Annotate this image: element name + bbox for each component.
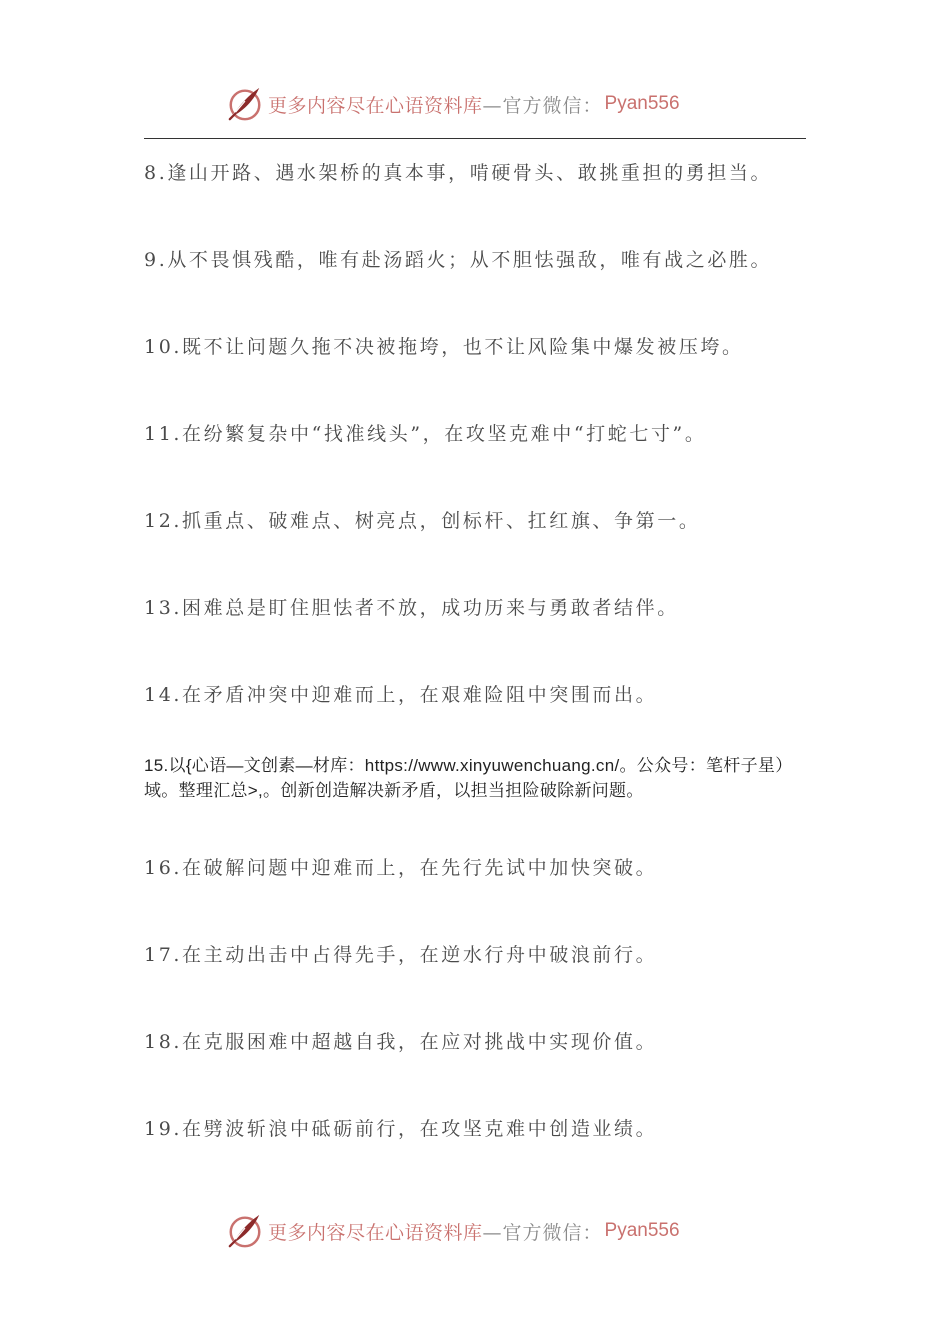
content-line-18: 18.在克服困难中超越自我，在应对挑战中实现价值。 xyxy=(144,1031,658,1053)
content-line-10: 10.既不让问题久拖不决被拖垮，也不让风险集中爆发被压垮。 xyxy=(144,336,744,358)
footer-banner-wechat-label: —官方微信： xyxy=(482,1221,603,1244)
content-line-13: 13.困难总是盯住胆怯者不放，成功历来与勇敢者结伴。 xyxy=(144,597,679,619)
quill-pen-logo-icon xyxy=(226,85,264,123)
content-line-11: 11.在纷繁复杂中“找准线头”，在攻坚克难中“打蛇七寸”。 xyxy=(144,423,707,445)
content-line-8: 8.逢山开路、遇水架桥的真本事，啃硬骨头、敢挑重担的勇担当。 xyxy=(144,162,773,184)
header-divider xyxy=(144,138,806,139)
quill-pen-logo-icon xyxy=(226,1212,264,1250)
content-line-15: 15.以{心语—文创素—材库：https://www.xinyuwenchuang.cn/。公众号：笔杆子星）域。整理汇总>,。创新创造解决新矛盾，以担当担险破除新问题。 xyxy=(144,756,793,800)
footer-banner xyxy=(226,1211,680,1251)
content-line-14: 14.在矛盾冲突中迎难而上，在艰难险阻中突围而出。 xyxy=(144,684,658,706)
header-banner xyxy=(226,84,680,124)
footer-banner-wechat-id: Pyan556 xyxy=(604,1220,680,1241)
content-line-9: 9.从不畏惧残酷，唯有赴汤蹈火；从不胆怯强敌，唯有战之必胜。 xyxy=(144,249,773,271)
content-line-17: 17.在主动出击中占得先手，在逆水行舟中破浪前行。 xyxy=(144,944,658,966)
footer-banner-title: 更多内容尽在心语资料库 xyxy=(268,1221,483,1244)
header-banner-title: 更多内容尽在心语资料库 xyxy=(268,94,483,117)
page-footer xyxy=(0,1211,950,1251)
content-line-16: 16.在破解问题中迎难而上，在先行先试中加快突破。 xyxy=(144,857,658,879)
content-line-19: 19.在劈波斩浪中砥砺前行，在攻坚克难中创造业绩。 xyxy=(144,1118,658,1140)
content-line-12: 12.抓重点、破难点、树亮点，创标杆、扛红旗、争第一。 xyxy=(144,510,701,532)
page-header xyxy=(0,84,950,124)
header-banner-wechat-label: —官方微信： xyxy=(482,94,603,117)
header-banner-wechat-id: Pyan556 xyxy=(604,93,680,114)
